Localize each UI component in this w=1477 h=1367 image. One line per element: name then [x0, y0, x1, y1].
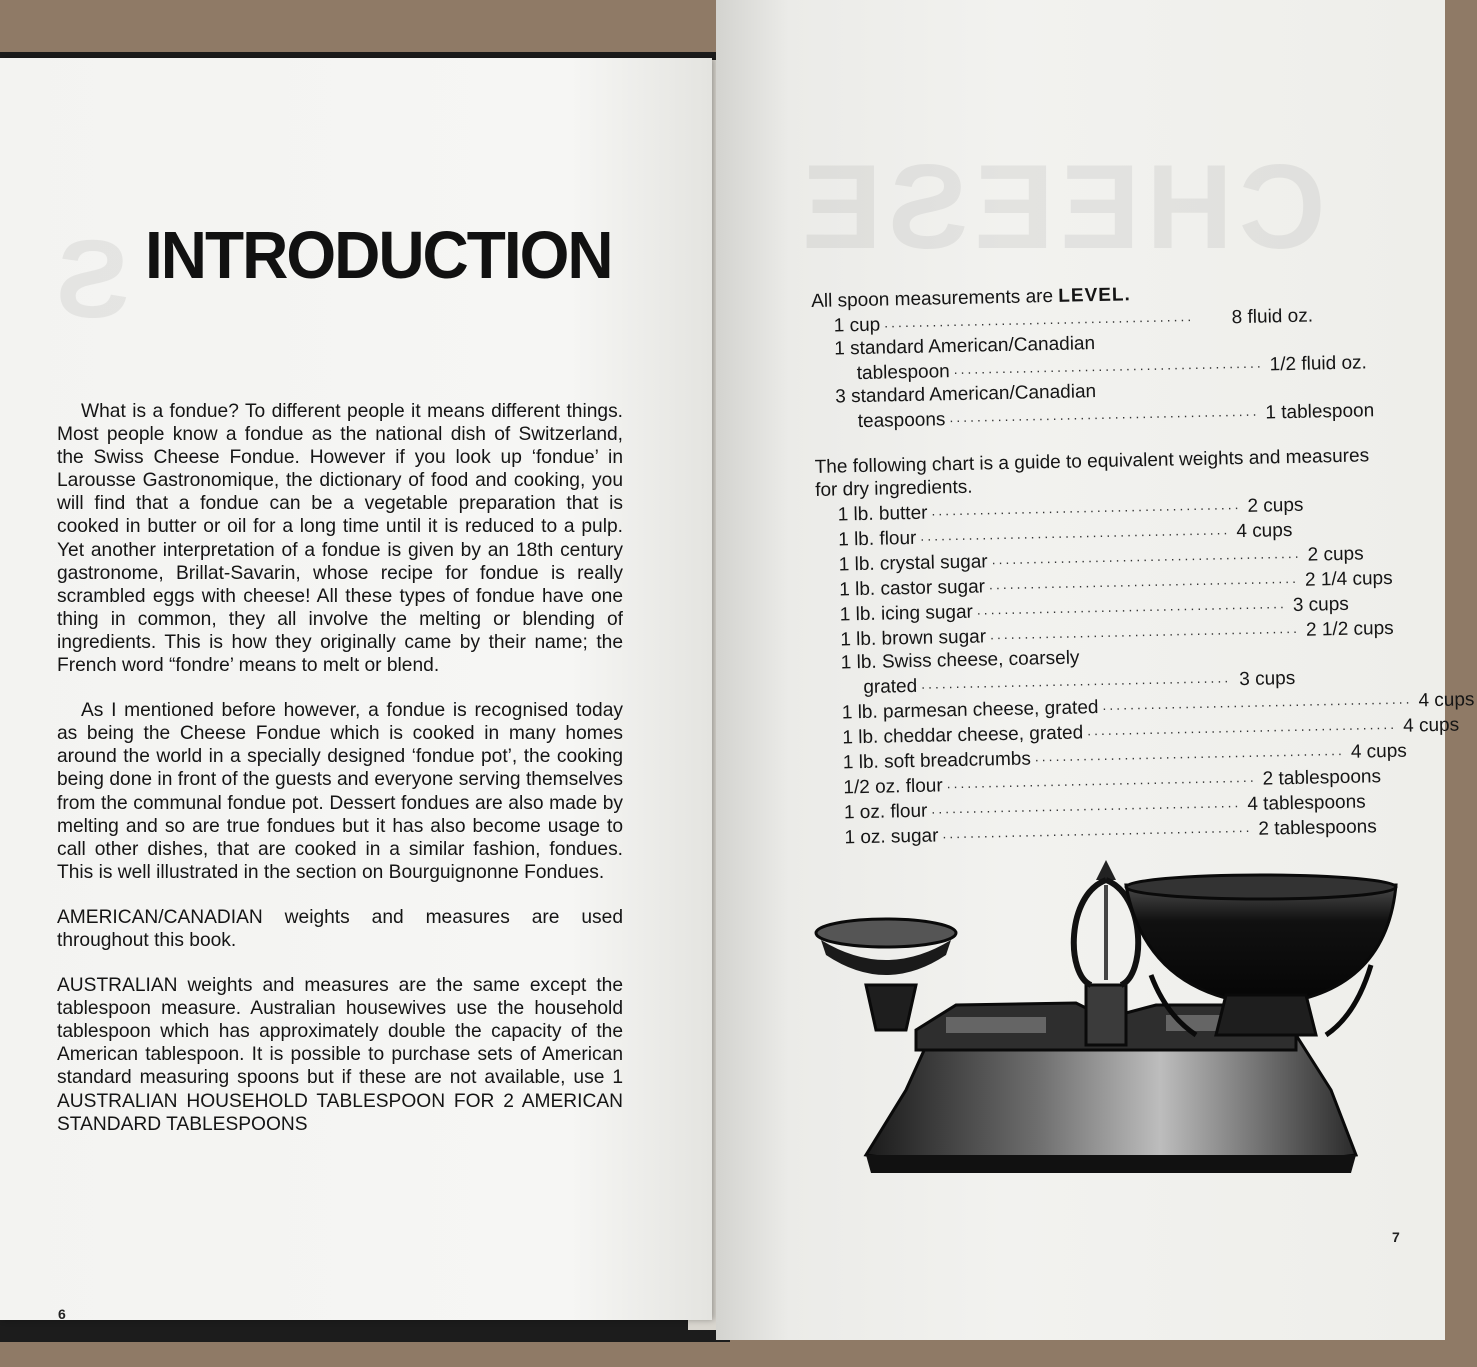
chart-row: grated ............................................. 3 cups: [863, 667, 1296, 698]
chart-row: 1 lb. soft breadcrumbs ............................................. 4 cups: [842, 740, 1408, 774]
spoon-row: 1 cup ............................................. 8 fluid oz.: [833, 305, 1314, 337]
show-through-text: CHEESE: [796, 140, 1326, 274]
chart-row: 1/2 oz. flour ............................................. 2 tablespoons: [843, 766, 1382, 799]
dot-leader: .............................................: [953, 354, 1264, 378]
balance-scale-illustration: [796, 855, 1416, 1185]
chart-row: 1 oz. sugar ............................................. 2 tablespoons: [844, 816, 1377, 849]
measures-table: [811, 278, 1475, 850]
chart-row-line1: 1 lb. Swiss cheese, coarsely: [840, 647, 1080, 674]
spoon-row-line1: 1 standard American/Canadian: [834, 333, 1096, 360]
dot-leader: .............................................: [942, 818, 1253, 842]
paragraph: As I mentioned before however, a fondue is recognised today as being the Cheese Fondue which is cooked in many homes around the world in a specially designed ‘fondue pot’, the cooking being done in front of the guests and everyone serving themselves from the communal fondue pot. Dessert fondues are also made by melting and so are true fondues but it has also become usage to call other dishes, that are cooked in a similar fashion, fondues. This is well illustrated in the section on Bourguignonne Fondues.: [57, 700, 623, 883]
dot-leader: .............................................: [988, 569, 1300, 593]
spoon-row-line1: 3 standard American/Canadian: [835, 381, 1097, 408]
dot-leader: .............................................: [884, 307, 1195, 331]
chart-rows: [815, 490, 1475, 850]
page-title: INTRODUCTION: [145, 217, 612, 293]
chart-row: 1 lb. castor sugar ............................................. 2 1/4 cups: [839, 567, 1393, 601]
dot-leader: .............................................: [920, 669, 1232, 692]
intro-text: [57, 400, 623, 1158]
chart-row: 1 lb. parmesan cheese, grated ............................................. 4 cups: [841, 689, 1475, 724]
page-number: 6: [58, 1306, 66, 1322]
dot-leader: .............................................: [989, 619, 1301, 643]
dot-leader: .............................................: [1086, 715, 1398, 739]
chart-row: 1 lb. icing sugar ............................................. 3 cups: [839, 593, 1350, 626]
dot-leader: .............................................: [931, 496, 1242, 519]
dot-leader: .............................................: [1034, 741, 1345, 765]
paragraph: AUSTRALIAN weights and measures are the same except the tablespoon measure. Australian housewives use the household tablespoon which has approximately double the capacity of the American tablespoon. It is possible to purchase sets of American standard measuring spoons but if these are not available, use 1 AUSTRALIAN HOUSEHOLD TABLESPOON FOR 2 AMERICAN STANDARD TABLESPOONS: [57, 975, 623, 1135]
show-through-text: S: [50, 218, 130, 341]
dot-leader: .............................................: [949, 402, 1260, 426]
chart-row: 1 lb. butter ............................................. 2 cups: [837, 494, 1304, 526]
spoon-row: tablespoon ............................................. 1/2 fluid oz.: [856, 352, 1368, 385]
page-number: 7: [1392, 1229, 1400, 1245]
dot-leader: .............................................: [976, 595, 1287, 618]
dot-leader: .............................................: [946, 768, 1257, 792]
right-page: [716, 0, 1475, 1340]
paragraph: What is a fondue? To different people it means different things. Most people know a fondue as the national dish of Switzerland, the Swiss Cheese Fondue. However if you look up ‘fondue’ in Larousse Gastronomique, the dictionary of food and cooking, you will find that a fondue can be a vegetable preparation that is cooked in butter or oil for a long time until it is reduced to a pulp. Yet another interpretation of a fondue is given by an 18th century gastronome, Brillat-Savarin, whose recipe for fondue is really scrambled eggs with cheese! All these types of fondue have one thing in common, they all involve the melting or blending of ingredients. This is how they originally came by their name; the French word “fondre’ means to melt or blend.: [57, 401, 623, 677]
dot-leader: .............................................: [931, 794, 1242, 817]
paragraph: AMERICAN/CANADIAN weights and measures are used throughout this book.: [57, 906, 623, 951]
chart-row: 1 lb. crystal sugar ............................................. 2 cups: [838, 543, 1364, 576]
dot-leader: .............................................: [991, 544, 1302, 568]
spoon-row: teaspoons ............................................. 1 tablespoon: [857, 400, 1375, 433]
left-page: [0, 58, 712, 1320]
chart-row: 1 lb. brown sugar ............................................. 2 1/2 cups: [840, 617, 1394, 651]
spoon-intro: All spoon measurements are LEVEL.: [811, 284, 1132, 312]
dot-leader: .............................................: [920, 521, 1231, 544]
chart-intro: The following chart is a guide to equivalent weights and measures for dry ingredients.: [814, 445, 1370, 501]
chart-row: 1 oz. flour ............................................. 4 tablespoons: [843, 791, 1366, 824]
dot-leader: .............................................: [1102, 690, 1413, 713]
chart-row: 1 lb. flour ............................................. 4 cups: [838, 519, 1293, 551]
chart-row: 1 lb. cheddar cheese, grated ............................................. 4 cups: [842, 714, 1460, 749]
